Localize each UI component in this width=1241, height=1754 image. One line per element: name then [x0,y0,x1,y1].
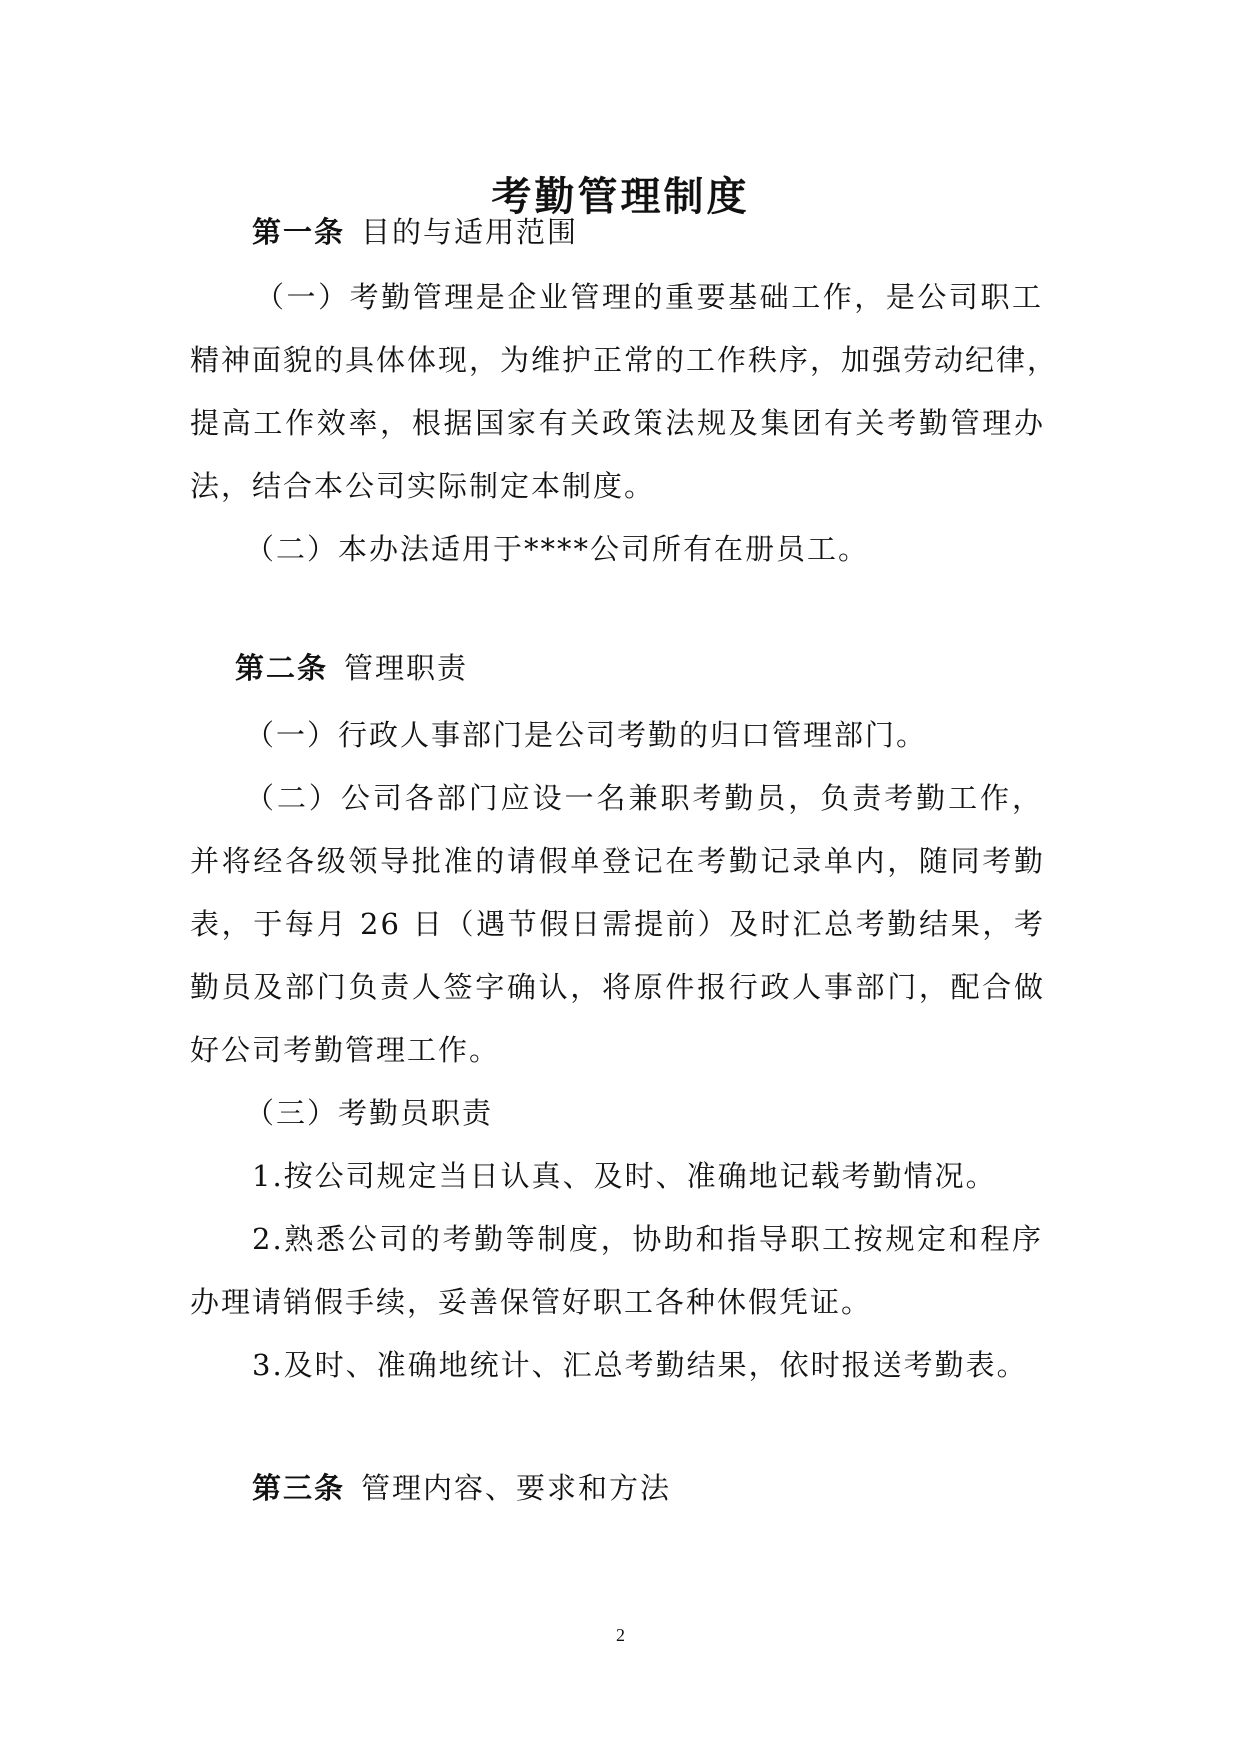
article-2-heading [235,648,1095,688]
article-2-para-1: （一）行政人事部门是公司考勤的归口管理部门。 [245,718,928,752]
article-2-para-3: （三）考勤员职责 [245,1096,494,1130]
article-2-item-2-line-2: 办理请销假手续，妥善保管好职工各种休假凭证。 [190,1285,873,1319]
article-2-item-2-line-1: 2.熟悉公司的考勤等制度，协助和指导职工按规定和程序 [252,1222,1043,1256]
article-1-heading [252,212,1112,252]
article-2-para-2-line-4: 勤员及部门负责人签字确认，将原件报行政人事部门，配合做 [190,970,1045,1004]
article-3-title: 管理内容、要求和方法 [361,1471,672,1505]
article-2-item-3: 3.及时、准确地统计、汇总考勤结果，依时报送考勤表。 [252,1348,1028,1382]
article-1-title: 目的与适用范围 [361,215,579,249]
article-1-para-1-line-3: 提高工作效率，根据国家有关政策法规及集团有关考勤管理办 [190,406,1045,440]
article-2-para-2-line-5: 好公司考勤管理工作。 [190,1033,501,1067]
article-2-title: 管理职责 [344,651,469,685]
article-1-para-1-line-4: 法，结合本公司实际制定本制度。 [190,469,656,503]
article-1-para-1-line-1: （一）考勤管理是企业管理的重要基础工作，是公司职工 [255,280,1043,314]
document-title: 考勤管理制度 [491,174,750,220]
article-1-para-1-line-2: 精神面貌的具体体现，为维护正常的工作秩序，加强劳动纪律， [190,343,1059,377]
article-1-para-2: （二）本办法适用于****公司所有在册员工。 [245,532,870,566]
article-2-para-2-line-3: 表，于每月 26 日（遇节假日需提前）及时汇总考勤结果，考 [190,907,1045,941]
article-1-label: 第一条 [252,215,346,249]
article-2-para-2-line-1: （二）公司各部门应设一名兼职考勤员，负责考勤工作， [245,781,1043,815]
article-3-heading [252,1468,1112,1508]
article-2-item-1: 1.按公司规定当日认真、及时、准确地记载考勤情况。 [252,1159,997,1193]
article-3-label: 第三条 [252,1471,346,1505]
article-2-para-2-line-2: 并将经各级领导批准的请假单登记在考勤记录单内，随同考勤 [190,844,1045,878]
page-number: 2 [616,1625,625,1645]
article-2-label: 第二条 [235,651,329,685]
